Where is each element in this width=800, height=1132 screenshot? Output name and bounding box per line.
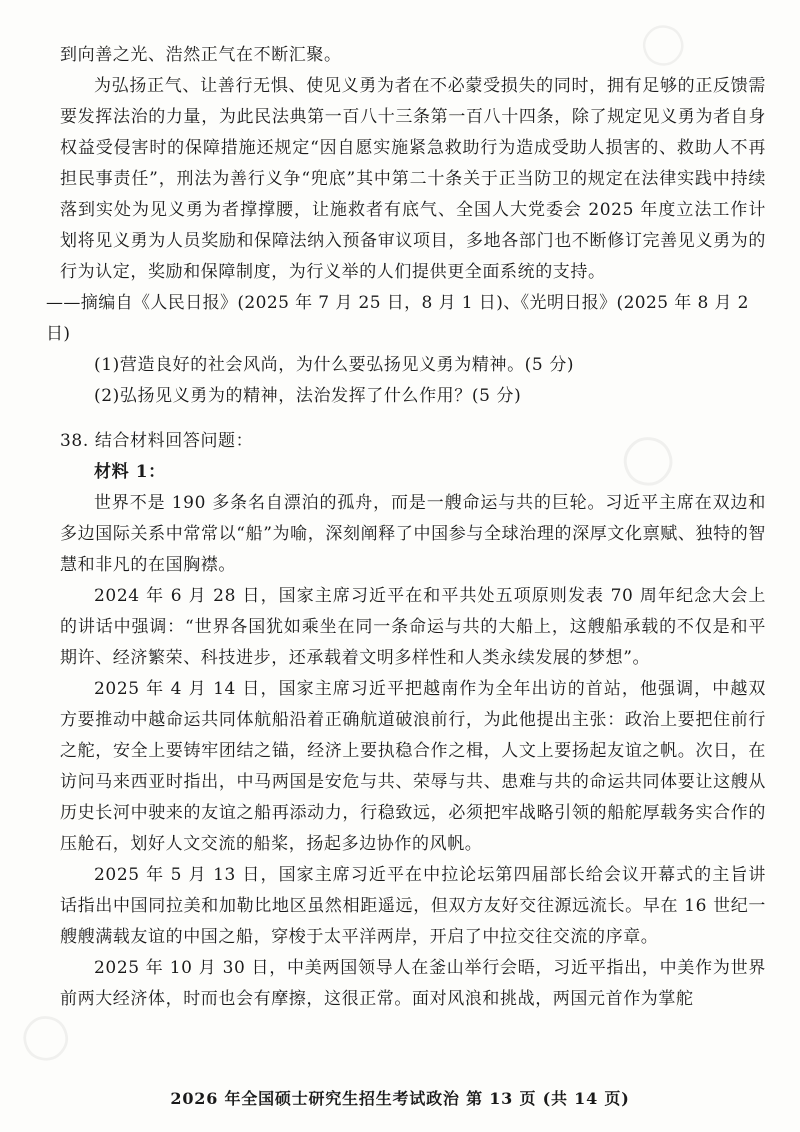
watermark-bottom-right: ◯	[12, 1003, 77, 1068]
continuation-line: 到向善之光、浩然正气在不断汇聚。	[60, 45, 342, 65]
watermark-mid-right: ◯	[612, 422, 682, 494]
material-paragraph: 2025 年 10 月 30 日，中美两国领导人在釜山举行会晤，习近平指出，中美作为世界前两大经济体，时而也会有摩擦，这很正常。面对风浪和挑战，两国元首作为掌舵	[60, 958, 766, 1009]
watermark-top-right: ◯	[633, 13, 692, 73]
question-item-2: (2)弘扬见义勇为的精神，法治发挥了什么作用？(5 分)	[94, 386, 522, 406]
material-paragraph: 世界不是 190 多条名自漂泊的孤舟，而是一艘命运与共的巨轮。习近平主席在双边和多边国际关系中常常以“船”为喻，深刻阐释了中国参与全球治理的深厚文化禀赋、独特的智慧和非凡的在国胸襟。	[60, 493, 766, 575]
material-paragraph: 2025 年 5 月 13 日，国家主席习近平在中拉论坛第四届部长给会议开幕式的主旨讲话指出中国同拉美和加勒比地区虽然相距遥远，但双方友好交往源远流长。早在 16 世纪一艘艘满载友谊的中国之船，穿梭于太平洋两岸，开启了中拉交往交流的序章。	[60, 865, 766, 947]
question-38-title: 38. 结合材料回答问题：	[60, 431, 254, 451]
source-citation: ——摘编自《人民日报》(2025 年 7 月 25 日，8 月 1 日)、《光明日报》(2025 年 8 月 2 日)	[46, 293, 749, 344]
material-paragraph: 2025 年 4 月 14 日，国家主席习近平把越南作为全年出访的首站，他强调，中越双方要推动中越命运共同体航船沿着正确航道破浪前行，为此他提出主张：政治上要把住前行之舵，安全上要铸牢团结之锚，经济上要执稳合作之楫，人文上要扬起友谊之帆。次日，在访问马来西亚时指出，中马两国是安危与共、荣辱与共、患难与共的命运共同体要让这艘从历史长河中驶来的友谊之船再添动力，行稳致远，必须把牢战略引领的船舵厚载务实合作的压舱石，划好人文交流的船桨，扬起多边协作的风帆。	[60, 679, 766, 854]
material-paragraph: 2024 年 6 月 28 日，国家主席习近平在和平共处五项原则发表 70 周年纪念大会上的讲话中强调：“世界各国犹如乘坐在同一条命运与共的大船上，这艘船承载的不仅是和平期许、经济繁荣、科技进步，还承载着文明多样性和人类永续发展的梦想”。	[60, 586, 766, 668]
material-label: 材料 1：	[94, 462, 166, 482]
page-content	[46, 40, 766, 1015]
question-item-1: (1)营造良好的社会风尚，为什么要弘扬见义勇为精神。(5 分)	[94, 355, 575, 375]
law-paragraph: 为弘扬正气、让善行无惧、使见义勇为者在不必蒙受损失的同时，拥有足够的正反馈需要发挥法治的力量，为此民法典第一百八十三条第一百八十四条，除了规定见义勇为者自身权益受侵害时的保障措施还规定“因自愿实施紧急救助行为造成受助人损害的、救助人不再担民事责任”，刑法为善行义争“兜底”其中第二十条关于正当防卫的规定在法律实践中持续落到实处为见义勇为者撑撑腰，让施救者有底气、全国人大党委会 2025 年度立法工作计划将见义勇为人员奖励和保障法纳入预备审议项目，多地各部门也不断修订完善见义勇为的行为认定，奖励和保障制度，为行义举的人们提供更全面系统的支持。	[60, 76, 766, 282]
page-footer: 2026 年全国硕士研究生招生考试政治 第 13 页 (共 14 页)	[170, 1089, 630, 1108]
